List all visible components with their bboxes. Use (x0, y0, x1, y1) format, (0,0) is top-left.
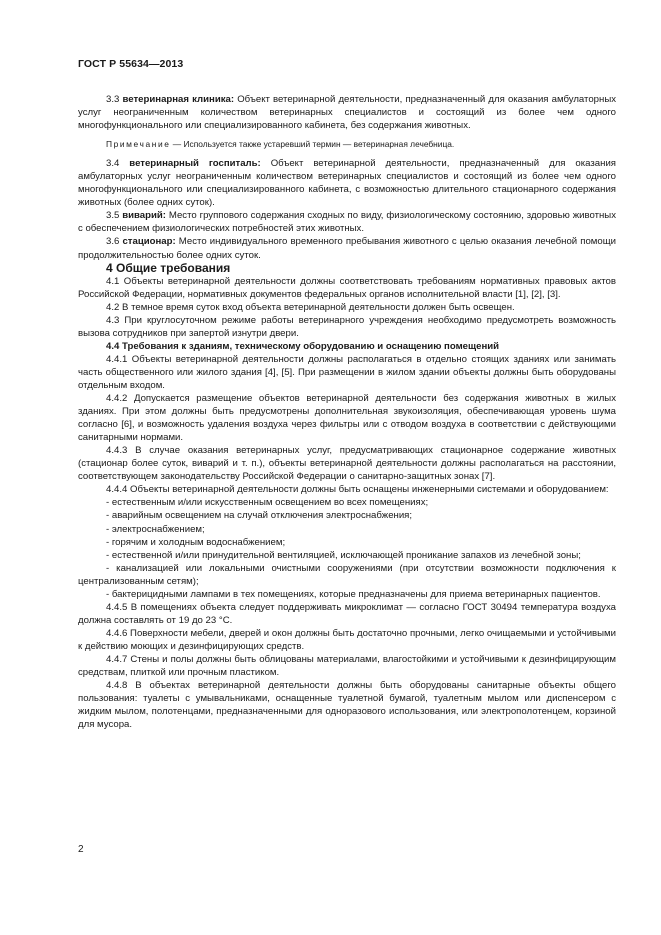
list-item: - естественной и/или принудительной вентиляцией, исключающей проникание запахов из лечебной зоны; (106, 549, 581, 561)
paragraph: 4.4.5 В помещениях объекта следует поддерживать микроклимат — согласно ГОСТ 30494 температура воздуха должна составлять от 19 до 23 °С. (78, 601, 616, 626)
term: виварий: (122, 210, 166, 222)
paragraph: 4.4.7 Стены и полы должны быть облицованы материалами, влагостойкими и устойчивыми к дезинфицирующим средствам, плиткой или прочным пластиком. (78, 653, 616, 679)
paragraph: 4.4.4 Объекты ветеринарной деятельности должны быть оснащены инженерными системами и оборудованием: (106, 484, 609, 496)
list-item: - естественным и/или искусственным освещением во всех помещениях; (106, 497, 429, 509)
paragraph: 4.4.1 Объекты ветеринарной деятельности должны располагаться в отдельно стоящих зданиях или занимать часть общественного или жилого здания [4], [5]. При размещении в жилом здании объекты должны быть оборудованы отдельным входом. (78, 353, 616, 391)
list-item: - горячим и холодным водоснабжением; (106, 536, 286, 548)
list-item: - бактерицидными лампами в тех помещениях, которые предназначены для приема ветеринарных пациентов. (106, 588, 601, 600)
paragraph: 4.4.6 Поверхности мебели, дверей и окон должны быть достаточно прочными, легко очищаемыми и устойчивыми к действию моющих и дезинфицирующих средств. (78, 627, 616, 652)
document-body (78, 93, 616, 731)
term: стационар: (122, 236, 176, 248)
paragraph: 4.1 Объекты ветеринарной деятельности должны соответствовать требованиям нормативных правовых актов Российской Федерации, нормативных документов федеральных органов исполнительной власти [1], [2], [3]. (78, 275, 616, 300)
term: ветеринарная клиника: (122, 94, 235, 105)
definition-3-6: 3.6 стационар: Место индивидуального временного пребывания животного с целью оказания лечебной помощи продолжительностью более одних суток. (78, 236, 616, 261)
definition-3-4: 3.4 ветеринарный госпиталь: Объект ветеринарной деятельности, предназначенный для оказания амбулаторных услуг неограниченным количеством ветеринарных специалистов и состоящий из более чем одного многофункционального или специализированного кабинета, с возможностью длительного стационарного содержания животных (более одних суток). (78, 158, 616, 209)
list-item: - электроснабжением; (106, 523, 205, 535)
definition-3-5: 3.5 виварий: Место группового содержания сходных по виду, физиологическому состоянию, здоровью животных с обеспечением физиологических потребностей этих животных. (78, 210, 616, 235)
note: Примечание — Используется также устаревший термин — ветеринарная лечебница. (106, 139, 455, 150)
paragraph: 4.4.3 В случае оказания ветеринарных услуг, предусматривающих стационарное содержание животных (стационар более суток, виварий и т. п.), объекты ветеринарной деятельности должны располагаться на расстоянии, соответствующем законодательству Российской Федерации о санитарно-защитных зонах [7]. (78, 445, 616, 483)
section-title: 4 Общие требования (106, 260, 231, 275)
term: ветеринарный госпиталь: (129, 158, 261, 170)
document-header: ГОСТ Р 55634—2013 (78, 58, 184, 70)
list-item: - аварийным освещением на случай отключения электроснабжения; (106, 510, 413, 522)
definition-3-3: 3.3 ветеринарная клиника: Объект ветеринарной деятельности, предназначенный для оказания амбулаторных услуг неограниченным количеством ветеринарных специалистов и состоящий из более чем одного многофункционального или специализированного кабинета, без содержания животных. (78, 94, 617, 132)
note-label: Примечание (106, 139, 171, 150)
paragraph: 4.4.2 Допускается размещение объектов ветеринарной деятельности без содержания животных в жилых зданиях. При этом должны быть предусмотрены дополнительная звукоизоляция, обеспечивающая уровень шума согласно [6], и возможность удаления воздуха через фильтры или с отводом воздуха в соответствии с действующими санитарными нормами. (78, 393, 616, 444)
paragraph: 4.4.8 В объектах ветеринарной деятельности должны быть оборудованы санитарные объекты общего пользования: туалеты с умывальниками, оснащенные туалетной бумагой, туалетным мылом или диспенсером с жидким мылом, полотенцами, предназначенными для одноразового использования, или электрополотенцем, корзиной для мусора. (78, 680, 616, 731)
paragraph: 4.3 При круглосуточном режиме работы ветеринарного учреждения необходимо предусмотреть возможность вызова сотрудников при запертой изнутри двери. (78, 314, 616, 339)
paragraph: 4.2 В темное время суток вход объекта ветеринарной деятельности должен быть освещен. (106, 301, 515, 313)
list-item: - канализацией или локальными очистными сооружениями (при отсутствии возможности подключения к централизованным сетям); (78, 562, 616, 587)
subsection-title: 4.4 Требования к зданиям, техническому оборудованию и оснащению помещений (106, 340, 500, 352)
page-number: 2 (78, 844, 84, 855)
